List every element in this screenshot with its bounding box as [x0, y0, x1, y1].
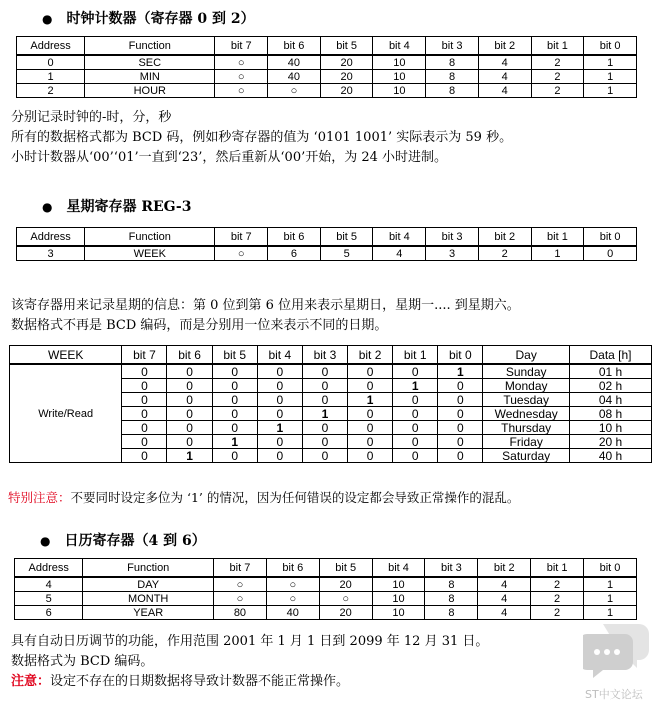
- table-header-row: [15, 559, 637, 578]
- table-cell: 20: [319, 577, 372, 592]
- header-cell: Function: [83, 559, 214, 578]
- day-cell: Friday: [483, 435, 570, 449]
- header-cell: bit 5: [320, 37, 373, 56]
- data-cell: 40 h: [570, 449, 652, 463]
- bit-cell: 0: [438, 407, 483, 421]
- bit-cell: 0: [302, 435, 347, 449]
- header-cell: bit 2: [478, 559, 531, 578]
- table-row: [15, 577, 637, 592]
- bit-cell: 0: [122, 379, 167, 393]
- table-cell: ○: [215, 84, 268, 98]
- data-cell: 08 h: [570, 407, 652, 421]
- table-cell: 4: [478, 577, 531, 592]
- header-cell: bit 0: [438, 346, 483, 365]
- header-cell: bit 4: [373, 37, 426, 56]
- bit-cell: 0: [167, 421, 212, 435]
- data-cell: 02 h: [570, 379, 652, 393]
- data-cell: 04 h: [570, 393, 652, 407]
- day-cell: Wednesday: [483, 407, 570, 421]
- table-cell: 4: [478, 606, 531, 620]
- bit-cell: 0: [347, 449, 392, 463]
- bit-cell: 0: [393, 407, 438, 421]
- bit-cell: 0: [212, 379, 257, 393]
- calendar-notes: [11, 632, 488, 692]
- table-header-row: [17, 228, 637, 247]
- week-warning: [8, 488, 519, 508]
- table-cell: 1: [531, 246, 584, 261]
- table-cell: 10: [373, 84, 426, 98]
- table-cell: 1: [584, 70, 637, 84]
- bit-cell: 0: [302, 364, 347, 379]
- table-cell: 1: [584, 55, 637, 70]
- bit-cell: 0: [122, 435, 167, 449]
- table-row: [17, 55, 637, 70]
- bit-cell: 0: [302, 393, 347, 407]
- table-cell: 1: [17, 70, 85, 84]
- table-cell: 5: [15, 592, 83, 606]
- data-cell: 20 h: [570, 435, 652, 449]
- table-cell: MONTH: [83, 592, 214, 606]
- table-cell: 2: [17, 84, 85, 98]
- header-cell: bit 7: [214, 559, 267, 578]
- table-cell: 4: [478, 55, 531, 70]
- header-cell: bit 6: [268, 228, 321, 247]
- table-cell: 10: [373, 55, 426, 70]
- table-cell: 20: [320, 84, 373, 98]
- header-cell: bit 3: [425, 559, 478, 578]
- mode-cell: Write/Read: [10, 364, 122, 463]
- bit-cell: 0: [212, 364, 257, 379]
- bit-cell: 0: [167, 393, 212, 407]
- header-cell: bit 7: [122, 346, 167, 365]
- bit-cell: 0: [302, 421, 347, 435]
- bit-cell: 0: [347, 421, 392, 435]
- note-line: 小时计数器从‘00’‘01’一直到‘23’，然后重新从‘00’开始，为 24 小时进制。: [11, 150, 448, 165]
- header-cell: bit 0: [584, 37, 637, 56]
- section-title-week: [42, 196, 191, 216]
- day-cell: Thursday: [483, 421, 570, 435]
- bit-cell: 0: [257, 435, 302, 449]
- table-row: [10, 364, 652, 379]
- table-cell: 80: [214, 606, 267, 620]
- bit-cell: 1: [302, 407, 347, 421]
- table-cell: 40: [266, 606, 319, 620]
- note-line: 数据格式为 BCD 编码。: [11, 654, 154, 669]
- header-cell: bit 0: [584, 228, 637, 247]
- bit-cell: 0: [347, 364, 392, 379]
- table-cell: 8: [425, 606, 478, 620]
- table-cell: ○: [215, 55, 268, 70]
- header-cell: bit 4: [257, 346, 302, 365]
- bit-cell: 0: [302, 449, 347, 463]
- header-cell: bit 2: [347, 346, 392, 365]
- header-cell: bit 2: [478, 228, 531, 247]
- bit-cell: 0: [393, 364, 438, 379]
- table-cell: 4: [15, 577, 83, 592]
- table-cell: MIN: [85, 70, 215, 84]
- table-cell: ○: [268, 84, 321, 98]
- table-cell: 10: [372, 592, 425, 606]
- table-cell: 6: [15, 606, 83, 620]
- table-cell: ○: [266, 592, 319, 606]
- header-cell: bit 4: [372, 559, 425, 578]
- table-cell: 20: [320, 70, 373, 84]
- table-cell: SEC: [85, 55, 215, 70]
- bit-cell: 0: [347, 407, 392, 421]
- note-line: 所有的数据格式都为 BCD 码，例如秒寄存器的值为 ‘0101 1001’ 实际表示为 59 秒。: [11, 130, 513, 145]
- data-cell: 10 h: [570, 421, 652, 435]
- bit-cell: 0: [438, 379, 483, 393]
- bit-cell: 1: [167, 449, 212, 463]
- table-header-row: [10, 346, 652, 365]
- table-cell: 2: [531, 577, 584, 592]
- warning-text: 不要同时设定多位为 ‘1’ 的情况，因为任何错误的设定都会导致正常操作的混乱。: [70, 490, 520, 505]
- header-cell: Address: [17, 228, 85, 247]
- table-cell: 4: [478, 84, 531, 98]
- bullet-icon: ●: [42, 200, 53, 214]
- header-cell: bit 1: [531, 228, 584, 247]
- bit-cell: 0: [122, 449, 167, 463]
- section-title-clock: [42, 8, 255, 28]
- header-cell: bit 6: [167, 346, 212, 365]
- table-cell: 1: [584, 84, 637, 98]
- table-cell: 2: [531, 592, 584, 606]
- header-cell: bit 7: [215, 228, 268, 247]
- section-title-text: 时钟计数器（寄存器 0 到 2）: [66, 11, 255, 27]
- bit-cell: 0: [122, 407, 167, 421]
- bit-cell: 0: [212, 393, 257, 407]
- bit-cell: 0: [212, 449, 257, 463]
- table-row: [17, 246, 637, 261]
- bit-cell: 0: [347, 379, 392, 393]
- day-cell: Tuesday: [483, 393, 570, 407]
- header-cell: bit 6: [266, 559, 319, 578]
- bit-cell: 0: [438, 421, 483, 435]
- table-cell: WEEK: [85, 246, 215, 261]
- bit-cell: 1: [347, 393, 392, 407]
- header-cell: bit 5: [319, 559, 372, 578]
- table-cell: 1: [584, 606, 637, 620]
- table-cell: 5: [320, 246, 373, 261]
- header-cell: bit 3: [426, 37, 479, 56]
- table-row: [15, 592, 637, 606]
- header-cell: bit 0: [584, 559, 637, 578]
- table-cell: ○: [214, 577, 267, 592]
- bullet-icon: ●: [40, 534, 51, 548]
- header-cell: Address: [15, 559, 83, 578]
- table-cell: 10: [373, 70, 426, 84]
- header-cell: bit 3: [302, 346, 347, 365]
- day-cell: Monday: [483, 379, 570, 393]
- table-cell: DAY: [83, 577, 214, 592]
- bit-cell: 0: [212, 407, 257, 421]
- bit-cell: 0: [438, 393, 483, 407]
- table-cell: YEAR: [83, 606, 214, 620]
- bit-cell: 0: [167, 364, 212, 379]
- table-cell: 0: [584, 246, 637, 261]
- chat-bubble-icon: [583, 618, 653, 678]
- header-cell: bit 3: [426, 228, 479, 247]
- table-cell: 2: [478, 246, 531, 261]
- note-line: 数据格式不再是 BCD 编码，而是分别用一位来表示不同的日期。: [11, 318, 388, 333]
- bit-cell: 0: [347, 435, 392, 449]
- table-cell: 3: [426, 246, 479, 261]
- table-cell: 2: [531, 70, 584, 84]
- table-header-row: [17, 37, 637, 56]
- table-cell: 10: [372, 577, 425, 592]
- table-cell: 20: [319, 606, 372, 620]
- table-cell: 6: [268, 246, 321, 261]
- table-cell: 20: [320, 55, 373, 70]
- section-title-text: 星期寄存器 REG-3: [66, 199, 192, 215]
- data-cell: 01 h: [570, 364, 652, 379]
- table-cell: ○: [319, 592, 372, 606]
- table-cell: 8: [425, 592, 478, 606]
- header-cell: Function: [85, 228, 215, 247]
- table-cell: ○: [215, 246, 268, 261]
- forum-watermark: [583, 618, 653, 701]
- bit-cell: 0: [167, 379, 212, 393]
- table-cell: 4: [478, 592, 531, 606]
- header-cell: bit 1: [531, 559, 584, 578]
- bit-cell: 0: [122, 421, 167, 435]
- bit-cell: 0: [438, 435, 483, 449]
- table-row: [15, 606, 637, 620]
- calendar-register-table: [14, 558, 637, 620]
- watermark-text: ST中文论坛: [585, 688, 643, 701]
- table-cell: 2: [531, 84, 584, 98]
- day-cell: Sunday: [483, 364, 570, 379]
- table-cell: ○: [214, 592, 267, 606]
- header-cell: WEEK: [10, 346, 122, 365]
- section-title-calendar: [40, 530, 206, 550]
- bit-cell: 0: [257, 407, 302, 421]
- bit-cell: 0: [167, 407, 212, 421]
- table-cell: 3: [17, 246, 85, 261]
- header-cell: Address: [17, 37, 85, 56]
- header-cell: bit 5: [212, 346, 257, 365]
- bit-cell: 0: [302, 379, 347, 393]
- table-cell: HOUR: [85, 84, 215, 98]
- bit-cell: 1: [212, 435, 257, 449]
- header-cell: bit 2: [478, 37, 531, 56]
- bit-cell: 0: [167, 435, 212, 449]
- header-cell: Day: [483, 346, 570, 365]
- bit-cell: 0: [257, 393, 302, 407]
- bullet-icon: ●: [42, 12, 53, 26]
- clock-register-table: [16, 36, 637, 98]
- bit-cell: 1: [393, 379, 438, 393]
- bit-cell: 0: [257, 449, 302, 463]
- table-row: [17, 84, 637, 98]
- note-line: 该寄存器用来记录星期的信息：第 0 位到第 6 位用来表示星期日，星期一.... 到星期六。: [11, 298, 520, 313]
- bit-cell: 0: [393, 449, 438, 463]
- bit-cell: 0: [257, 364, 302, 379]
- table-cell: ○: [266, 577, 319, 592]
- bit-cell: 0: [122, 364, 167, 379]
- header-cell: bit 7: [215, 37, 268, 56]
- bit-cell: 0: [393, 393, 438, 407]
- header-cell: Function: [85, 37, 215, 56]
- day-cell: Saturday: [483, 449, 570, 463]
- warning-label: 注意：: [11, 674, 51, 689]
- header-cell: bit 5: [320, 228, 373, 247]
- table-cell: 4: [478, 70, 531, 84]
- table-cell: 4: [373, 246, 426, 261]
- table-cell: 1: [584, 577, 637, 592]
- bit-cell: 0: [438, 449, 483, 463]
- section-title-text: 日历寄存器（4 到 6）: [64, 533, 206, 549]
- header-cell: bit 6: [268, 37, 321, 56]
- table-cell: 1: [584, 592, 637, 606]
- table-cell: 10: [372, 606, 425, 620]
- table-cell: 8: [426, 55, 479, 70]
- bit-cell: 0: [212, 421, 257, 435]
- table-cell: ○: [215, 70, 268, 84]
- header-cell: bit 1: [531, 37, 584, 56]
- header-cell: Data [h]: [570, 346, 652, 365]
- week-register-table: [16, 227, 637, 261]
- note-line: 具有自动日历调节的功能，作用范围 2001 年 1 月 1 日到 2099 年 12 月 31 日。: [11, 634, 489, 649]
- table-cell: 0: [17, 55, 85, 70]
- clock-notes: [11, 108, 512, 168]
- table-cell: 40: [268, 70, 321, 84]
- bit-cell: 1: [438, 364, 483, 379]
- table-cell: 8: [426, 84, 479, 98]
- table-row: [17, 70, 637, 84]
- note-line: 分别记录时钟的-时，分，秒: [11, 110, 172, 125]
- table-cell: 40: [268, 55, 321, 70]
- table-cell: 8: [425, 577, 478, 592]
- bit-cell: 0: [393, 421, 438, 435]
- warning-label: 特别注意：: [8, 490, 71, 505]
- bit-cell: 0: [393, 435, 438, 449]
- header-cell: bit 4: [373, 228, 426, 247]
- week-bit-table: [9, 345, 652, 463]
- table-cell: 2: [531, 606, 584, 620]
- bit-cell: 0: [122, 393, 167, 407]
- table-cell: 2: [531, 55, 584, 70]
- bit-cell: 0: [257, 379, 302, 393]
- table-cell: 8: [426, 70, 479, 84]
- week-notes: [11, 296, 520, 336]
- header-cell: bit 1: [393, 346, 438, 365]
- bit-cell: 1: [257, 421, 302, 435]
- warning-text: 设定不存在的日期数据将导致计数器不能正常操作。: [50, 674, 350, 689]
